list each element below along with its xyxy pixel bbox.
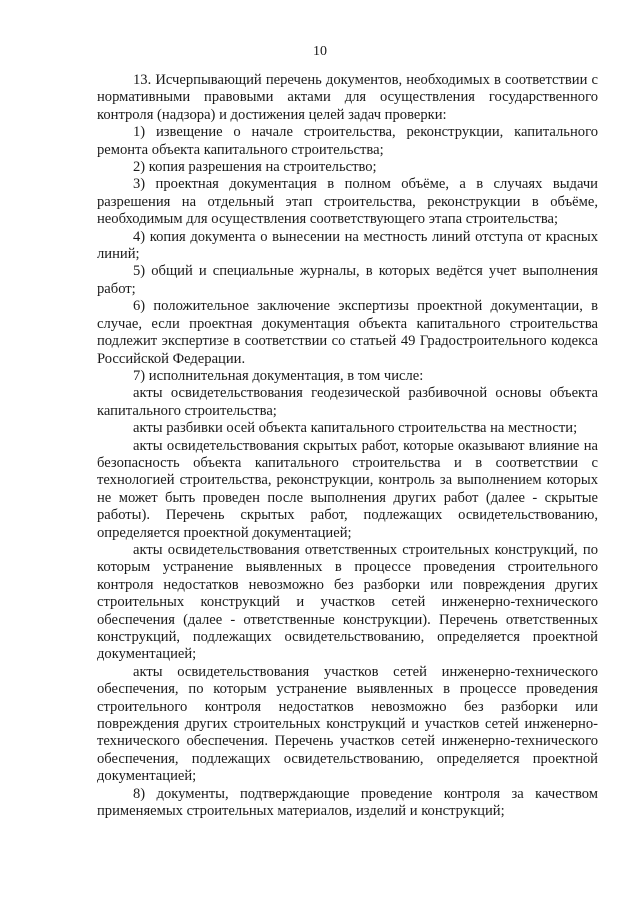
paragraph-13-heading: 13. Исчерпывающий перечень документов, необходимых в соответствии с нормативными правовыми актами для осуществления государственного контроля (надзора) и достижения целей задач проверки: — [97, 72, 598, 123]
page-number: 10 — [313, 44, 327, 59]
list-item-1: 1) извещение о начале строительства, реконструкции, капитального ремонта объекта капитального строительства; — [97, 124, 598, 158]
sub-item-axes-acts: акты разбивки осей объекта капитального строительства на местности; — [133, 420, 578, 437]
sub-item-critical-structures-acts: акты освидетельствования ответственных строительных конструкций, по которым устранение выявленных в процессе проведения строительного контроля недостатков невозможно без разборки или повреждения других строительных конструкций и участков сетей инженерно-технического обеспечения (далее - ответственные конструкции). Перечень ответственных конструкций, подлежащих освидетельствованию, определяется проектной документацией; — [97, 541, 598, 663]
list-item-5: 5) общий и специальные журналы, в которых ведётся учет выполнения работ; — [97, 263, 598, 297]
list-item-7: 7) исполнительная документация, в том числе: — [133, 367, 424, 384]
document-body — [97, 72, 598, 820]
list-item-3: 3) проектная документация в полном объёме, а в случаях выдачи разрешения на отдельный этап строительства, реконструкции в объёме, необходимым для осуществления соответствующего этапа строительства; — [97, 176, 598, 228]
sub-item-geodetic-acts: акты освидетельствования геодезической разбивочной основы объекта капитального строительства; — [97, 385, 598, 419]
sub-item-utility-networks-acts: акты освидетельствования участков сетей инженерно-технического обеспечения, по которым устранение выявленных в процессе проведения строительного контроля недостатков невозможно без разборки или повреждения других строительных конструкций и участков сетей инженерно-технического обеспечения. Перечень участков сетей инженерно-технического обеспечения, подлежащих освидетельствованию, определяется проектной документацией; — [97, 663, 598, 785]
list-item-8: 8) документы, подтверждающие проведение контроля за качеством применяемых строительных материалов, изделий и конструкций; — [97, 785, 598, 820]
sub-item-hidden-works-acts: акты освидетельствования скрытых работ, которые оказывают влияние на безопасность объекта капитального строительства и в соответствии с технологией строительства, реконструкции, контроль за выполнением которых не может быть проведен после выполнения других работ (далее - скрытые работы). Перечень скрытых работ, подлежащих освидетельствованию, определяется проектной документацией; — [97, 437, 598, 541]
list-item-2: 2) копия разрешения на строительство; — [133, 159, 377, 176]
list-item-4: 4) копия документа о вынесении на местность линий отступа от красных линий; — [97, 228, 598, 263]
list-item-6: 6) положительное заключение экспертизы проектной документации, в случае, если проектная документация объекта капитального строительства подлежит экспертизе в соответствии со статьей 49 Градостроительного кодекса Российской Федерации. — [97, 298, 598, 367]
